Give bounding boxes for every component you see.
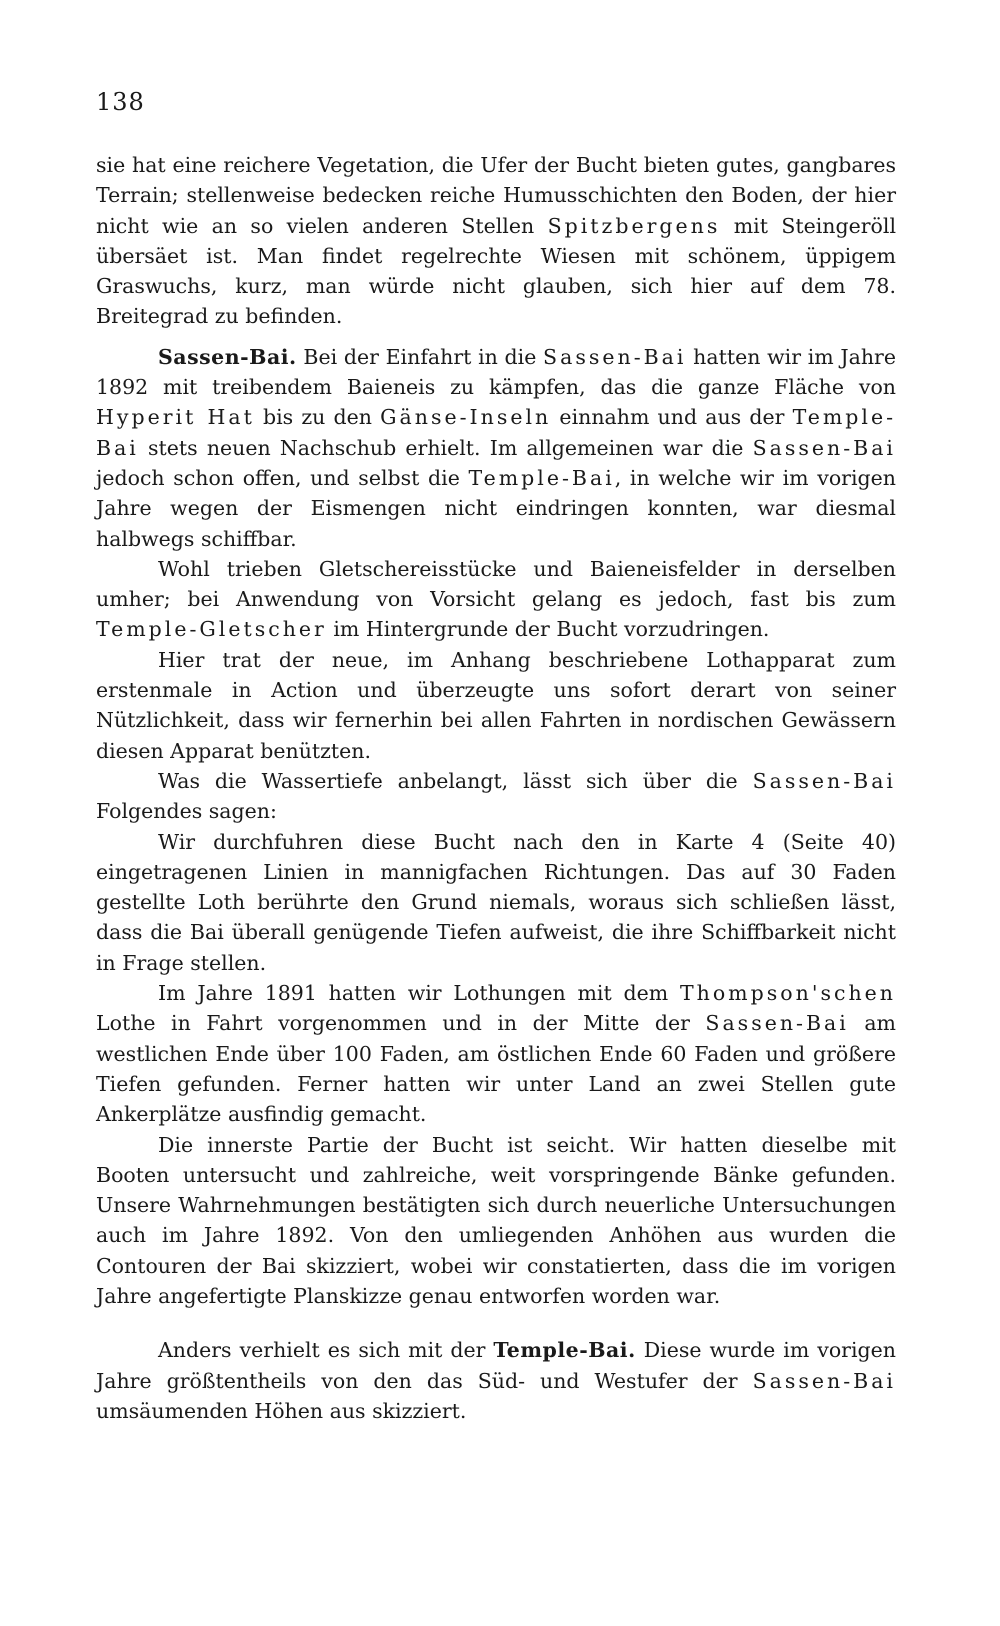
text-run: bis zu den [254,405,381,430]
paragraph [96,1130,896,1312]
text-run: Lothe in Fahrt vorgenommen und in der Mitte der [96,1011,706,1036]
spaced-term: Sassen-Bai [752,435,896,460]
spaced-term: Thompson'schen [679,981,896,1006]
spaced-term: Spitzbergens [547,213,721,238]
paragraph [96,554,896,645]
spaced-term: Sassen-Bai [752,768,896,793]
spaced-term: Sassen-Bai [705,1011,849,1036]
text-run: stets neuen Nachschub erhielt. Im allgemeinen war die [138,435,753,460]
page-number: 138 [96,88,145,116]
text-run: Hier trat der neue, im Anhang beschriebene Lothapparat zum erstenmale in Action und überzeugte uns sofort derart von seiner Nützlichkeit, dass wir fernerhin bei allen Fahrten in nordischen Gewässern diesen Apparat benützten. [96,647,896,763]
text-run: am westlichen Ende über 100 Faden, am östlichen Ende 60 Faden und größere Tiefen gefunden. Ferner hatten wir unter Land an zwei Stellen gute Ankerplätze ausfindig gemacht. [96,1011,896,1127]
text-run: Was die Wassertiefe anbelangt, lässt sich über die [158,768,753,793]
paragraph [96,1335,896,1426]
text-run: Diese wurde im vorigen Jahre größtentheils von den das Süd- und Westufer der [96,1338,896,1393]
paragraph [96,342,896,554]
spaced-term: Sassen-Bai [543,344,687,369]
paragraph [96,827,896,978]
text-run: Wir durchfuhren diese Bucht nach den in Karte 4 (Seite 40) eingetragenen Linien in mannigfachen Richtungen. Das auf 30 Faden gestellte Loth berührte den Grund niemals, woraus sich schließen lässt, dass die Bai überall genügende Tiefen aufweist, die ihre Schiffbarkeit nicht in Frage stellen. [96,829,896,975]
spaced-term: Temple-Bai [468,465,615,490]
text-run: jedoch schon offen, und selbst die [96,465,469,490]
spaced-term: Temple-Gletscher [96,617,327,642]
spaced-term: Hyperit Hat [96,405,255,430]
text-run: sie hat eine reichere Vegetation, die Ufer der Bucht bieten gutes, gangbares Terrain; stellenweise bedecken reiche Humusschichten den Boden, der hier nicht wie an so vielen anderen Stellen [96,153,896,238]
section-heading: Sassen-Bai. [158,344,297,369]
section-heading: Temple-Bai. [493,1338,636,1363]
text-run: Bei der Einfahrt in die [296,344,544,369]
text-run: Im Jahre 1891 hatten wir Lothungen mit dem [158,981,680,1006]
text-run: Die innerste Partie der Bucht ist seicht. Wir hatten dieselbe mit Booten untersucht und zahlreiche, weit vorspringende Bänke gefunden. Unsere Wahrnehmungen bestätigten sich durch neuerliche Untersuchungen auch im Jahre 1892. Von den umliegenden Anhöhen aus wurden die Contouren der Bai skizziert, wobei wir constatierten, dass die im vorigen Jahre angefertigte Planskizze genau entworfen worden war. [96,1132,896,1308]
text-run: einnahm und aus der [551,405,793,430]
text-run: Wohl trieben Gletschereisstücke und Baieneisfelder in derselben umher; bei Anwendung von Vorsicht gelang es jedoch, fast bis zum [96,556,896,612]
spaced-term: Sassen-Bai [752,1368,896,1393]
text-run: mit Steingeröll übersäet ist. Man findet regelrechte Wiesen mit schönem, üppigem Graswuchs, kurz, man würde nicht glauben, sich hier auf dem 78. Breitegrad zu befinden. [96,213,896,329]
paragraph [96,766,896,827]
text-run: umsäumenden Höhen aus skizziert. [96,1398,467,1423]
text-run: Folgendes sagen: [96,799,277,824]
text-run: , in welche wir im vorigen Jahre wegen der Eismengen nicht eindringen konnten, war diesmal halbwegs schiffbar. [96,465,896,551]
text-run: hatten wir im Jahre 1892 mit treibendem Baieneis zu kämpfen, das die ganze Fläche von [96,344,896,400]
paragraph [96,645,896,766]
paragraph [96,150,896,332]
paragraph [96,978,896,1129]
text-run: im Hintergrunde der Bucht vorzudringen. [326,617,770,642]
body-text [96,150,896,1426]
spaced-term: Gänse-Inseln [380,405,552,430]
text-run: Anders verhielt es sich mit der [158,1338,494,1363]
spaced-term: Temple-Bai [96,405,896,460]
